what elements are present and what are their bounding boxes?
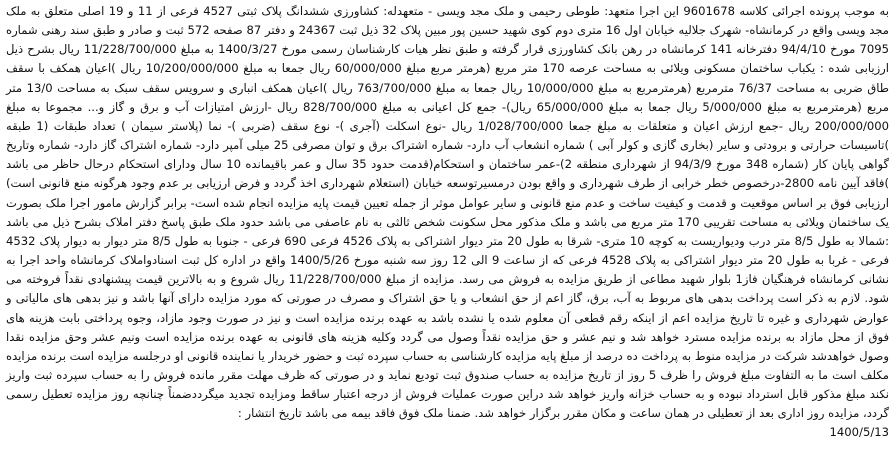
publish-date-line <box>6 423 889 442</box>
notice-body: به موجب پرونده اجرائی کلاسه 9601678 این اجرا متعهد: طوطی رحیمی و ملک مجد ویسی - متعهدله: کشاورزی ششدانگ پلاک ثبتی 4527 فرعی از 11 و 19 اصلی متعلق به ملک مجد ویسی واقع در کرمانشاه- شهرک جلالیه خیابان اول 16 متری دوم کوی شهید حسین پور مبین پلاک 32 ذیل ثبت 24367 و دفتر 87 صفحه 572 ثبت و صادر و طبق سند رهنی شماره 7095 مورخ 94/4/10 دفترخانه 141 کرمانشاه در رهن بانک کشاورزی قرار گرفته و طبق نظر هیات کارشناسان رسمی مورخ 1400/3/27 به مبلغ 11/228/700/000 ریال بشرح ذیل ارزیابی شده : یکباب ساختمان مسکونی ویلائی به مساحت عرصه 170 متر مربع (هرمتر مربع مبلغ 60/000/000 ریال جمعا به مبلغ 10/200/000/000 ریال )اعیان همکف با سقف طاق ضربی به مساحت 76/37 مترمربع (هرمترمربع به مبلغ 10/000/000 ریال جمعا به مبلغ 763/700/000 ریال )اعیان همکف انباری و سرویس سقف سبک به مساحت 13/0 متر مربع (هرمترمربع به مبلغ 5/000/000 ریال جمعا به مبلغ 65/000/000 ریال)- جمع کل اعیانی به مبلغ 828/700/000 ریال -ارزش امتیازات آب و برق و گاز و... مجموعا به مبلغ 200/000/000 ریال -جمع ارزش اعیان و متعلقات به مبلغ جمعا 1/028/700/000 ریال -نوع اسکلت (آجری )- نوع سقف (ضربی )- نما (پلاستر سیمان ) تعداد طبقات (1 طبقه )تاسیسات حرارتی و برودتی و سایر (بخاری گازی و کولر آبی ) شماره انشعاب آب دارد- شماره اشتراک برق و توان مصرفی 25 میلی آمپر دارد- شماره اشتراک گاز دارد- شماره وتاریخ گواهی پایان کار (شماره 348 مورخ 94/3/9 از شهرداری منطقه 2)-عمر ساختمان و استحکام(قدمت حدود 35 سال و عمر باقیمانده 10 سال ودارای استحکام درحال حاظر می باشد )فاقد آیین نامه 2800-درخصوص خطر خرابی از طرف شهرداری و واقع بودن درمسیرتوسعه خیابان (استعلام شهرداری اخذ گردد و فرض ارزیابی بر عدم وجود هرگونه منع قانونی است) ارزیابی فوق بر اساس موقعیت و قدمت و کیفیت ساخت و عدم منع قانونی و سایر عوامل موثر از جمله تعیین قیمت پایه مزایده انجام شده است- برابر گزارش مامور اجرا ملک بصورت یک ساختمان ویلائی به مساحت تقریبی 170 متر مربع می باشد و ملک مذکور محل سکونت شخص ثالثی به نام عاصفی می باشد حدود ملک طبق پاسخ دفتر املاک بشرح ذیل می باشد :شمالا به طول 8/5 متر درب ودیواریست به کوچه 10 متری- شرقا به طول 20 متر دیوار اشتراکی به پلاک 4526 فرعی 690 فرعی - جنوبا به طول 8/5 متر دیوار به دیوار پلاک 4532 فرعی - غربا به طول 20 متر دیوار اشتراکی به پلاک 4528 فرعی که از ساعت 9 الی 12 روز سه شنبه مورخ 1400/5/26 واقع در اداره کل ثبت اسنادواملاک کرمانشاه واحد اجرا به نشانی کرمانشاه فرهنگیان فاز1 بلوار شهید مطاعی از طریق مزایده به فروش می رسد. مزایده از مبلغ 11/228/700/000 ریال شروع و به بالاترین قیمت پیشنهادی نقداً فروخته می شود. لازم به ذکر است پرداخت بدهی های مربوط به آب، برق، گاز اعم از حق انشعاب و یا حق اشتراک و مصرف در صورتی که مورد مزایده دارای آنها باشد و نیز بدهی های مالیاتی و عوارض شهرداری و غیره تا تاریخ مزایده اعم از اینکه رقم قطعی آن معلوم شده یا نشده باشد به عهده برنده مزایده است و نیز در صورت وجود مازاد، وجوه پرداختی بابت هزینه های فوق از محل مازاد به برنده مزایده مسترد خواهد شد و نیم عشر و حق مزایده نقداً وصول می گردد وکلیه هزینه های قانونی به عهده برنده مزایده است ونیم عشر وحق مزایده نقدا وصول خواهدشد شرکت در مزایده منوط به پرداخت ده درصد از مبلغ پایه مزایده کارشناسی به حساب سپرده ثبت و حضور خریدار یا نماینده قانونی او درجلسه مزایده است برنده مزایده مکلف است ما به التفاوت مبلغ فروش را ظرف 5 روز از تاریخ مزایده به حساب صندوق ثبت تودیع نماید و در صورتی که ظرف مهلت مقرر مانده فروش را به حساب سپرده ثبت واریز نکند مبلغ مذکور قابل استرداد نبوده و به حساب خزانه واریز خواهد شد دراین صورت عملیات فروش از درجه اعتبار ساقط ومزایده تجدید میگرددضمناً چنانچه روز مزایده تعطیل رسمی گردد، مزایده روز اداری بعد از تعطیلی در همان ساعت و مکان مقرر برگزار خواهد شد. ضمنا ملک فوق فاقد بیمه می باشد تاریخ انتشار : <box>6 4 890 421</box>
publish-date: 1400/5/13 <box>829 425 889 440</box>
